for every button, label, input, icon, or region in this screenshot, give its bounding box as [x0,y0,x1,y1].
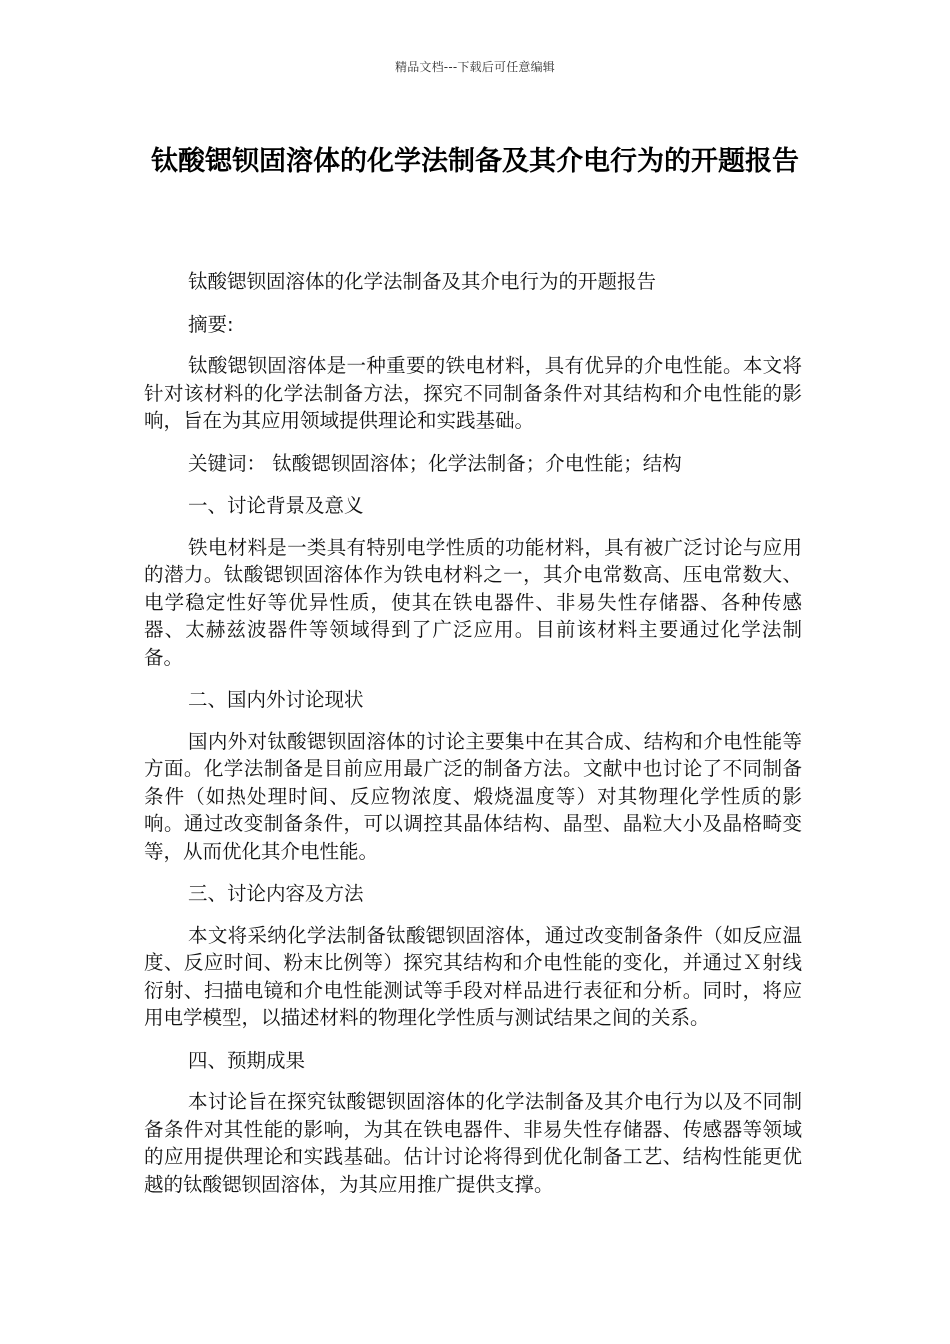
document-title: 钛酸锶钡固溶体的化学法制备及其介电行为的开题报告 [151,146,799,177]
abstract-paragraph: 钛酸锶钡固溶体是一种重要的铁电材料，具有优异的介电性能。本文将针对该材料的化学法制备方法，探究不同制备条件对其结构和介电性能的影响，旨在为其应用领域提供理论和实践基础。 [144,354,802,432]
section-paragraph-methods: 本文将采纳化学法制备钛酸锶钡固溶体，通过改变制备条件（如反应温度、反应时间、粉末比例等）探究其结构和介电性能的变化，并通过Ｘ射线衍射、扫描电镜和介电性能测试等手段对样品进行表征和分析。同时，将应用电学模型，以描述材料的物理化学性质与测试结果之间的关系。 [144,923,802,1029]
section-heading-status: 二、国内外讨论现状 [188,688,364,711]
section-paragraph-background: 铁电材料是一类具有特别电学性质的功能材料，具有被广泛讨论与应用的潜力。钛酸锶钡固溶体作为铁电材料之一，其介电常数高、压电常数大、电学稳定性好等优异性质，使其在铁电器件、非易失性存储器、各种传感器、太赫兹波器件等领域得到了广泛应用。目前该材料主要通过化学法制备。 [144,535,802,669]
section-heading-methods: 三、讨论内容及方法 [188,882,364,905]
section-paragraph-outcomes: 本讨论旨在探究钛酸锶钡固溶体的化学法制备及其介电行为以及不同制备条件对其性能的影响，为其在铁电器件、非易失性存储器、传感器等领域的应用提供理论和实践基础。估计讨论将得到优化制备工艺、结构性能更优越的钛酸锶钡固溶体，为其应用推广提供支撑。 [144,1090,802,1196]
section-heading-outcomes: 四、预期成果 [188,1048,306,1072]
abstract-label: 摘要: [188,312,234,336]
keywords-line: 关键词： 钛酸锶钡固溶体；化学法制备；介电性能；结构 [188,451,682,475]
section-heading-background: 一、讨论背景及意义 [188,494,364,517]
section-paragraph-status: 国内外对钛酸锶钡固溶体的讨论主要集中在其合成、结构和介电性能等方面。化学法制备是目前应用最广泛的制备方法。文献中也讨论了不同制备条件（如热处理时间、反应物浓度、煅烧温度等）对其物理化学性质的影响。通过改变制备条件，可以调控其晶体结构、晶型、晶粒大小及晶格畸变等，从而优化其介电性能。 [144,729,802,863]
subtitle-line: 钛酸锶钡固溶体的化学法制备及其介电行为的开题报告 [188,270,657,293]
document-body [144,268,802,1213]
header-note: 精品文档---下载后可任意编辑 [395,60,555,74]
